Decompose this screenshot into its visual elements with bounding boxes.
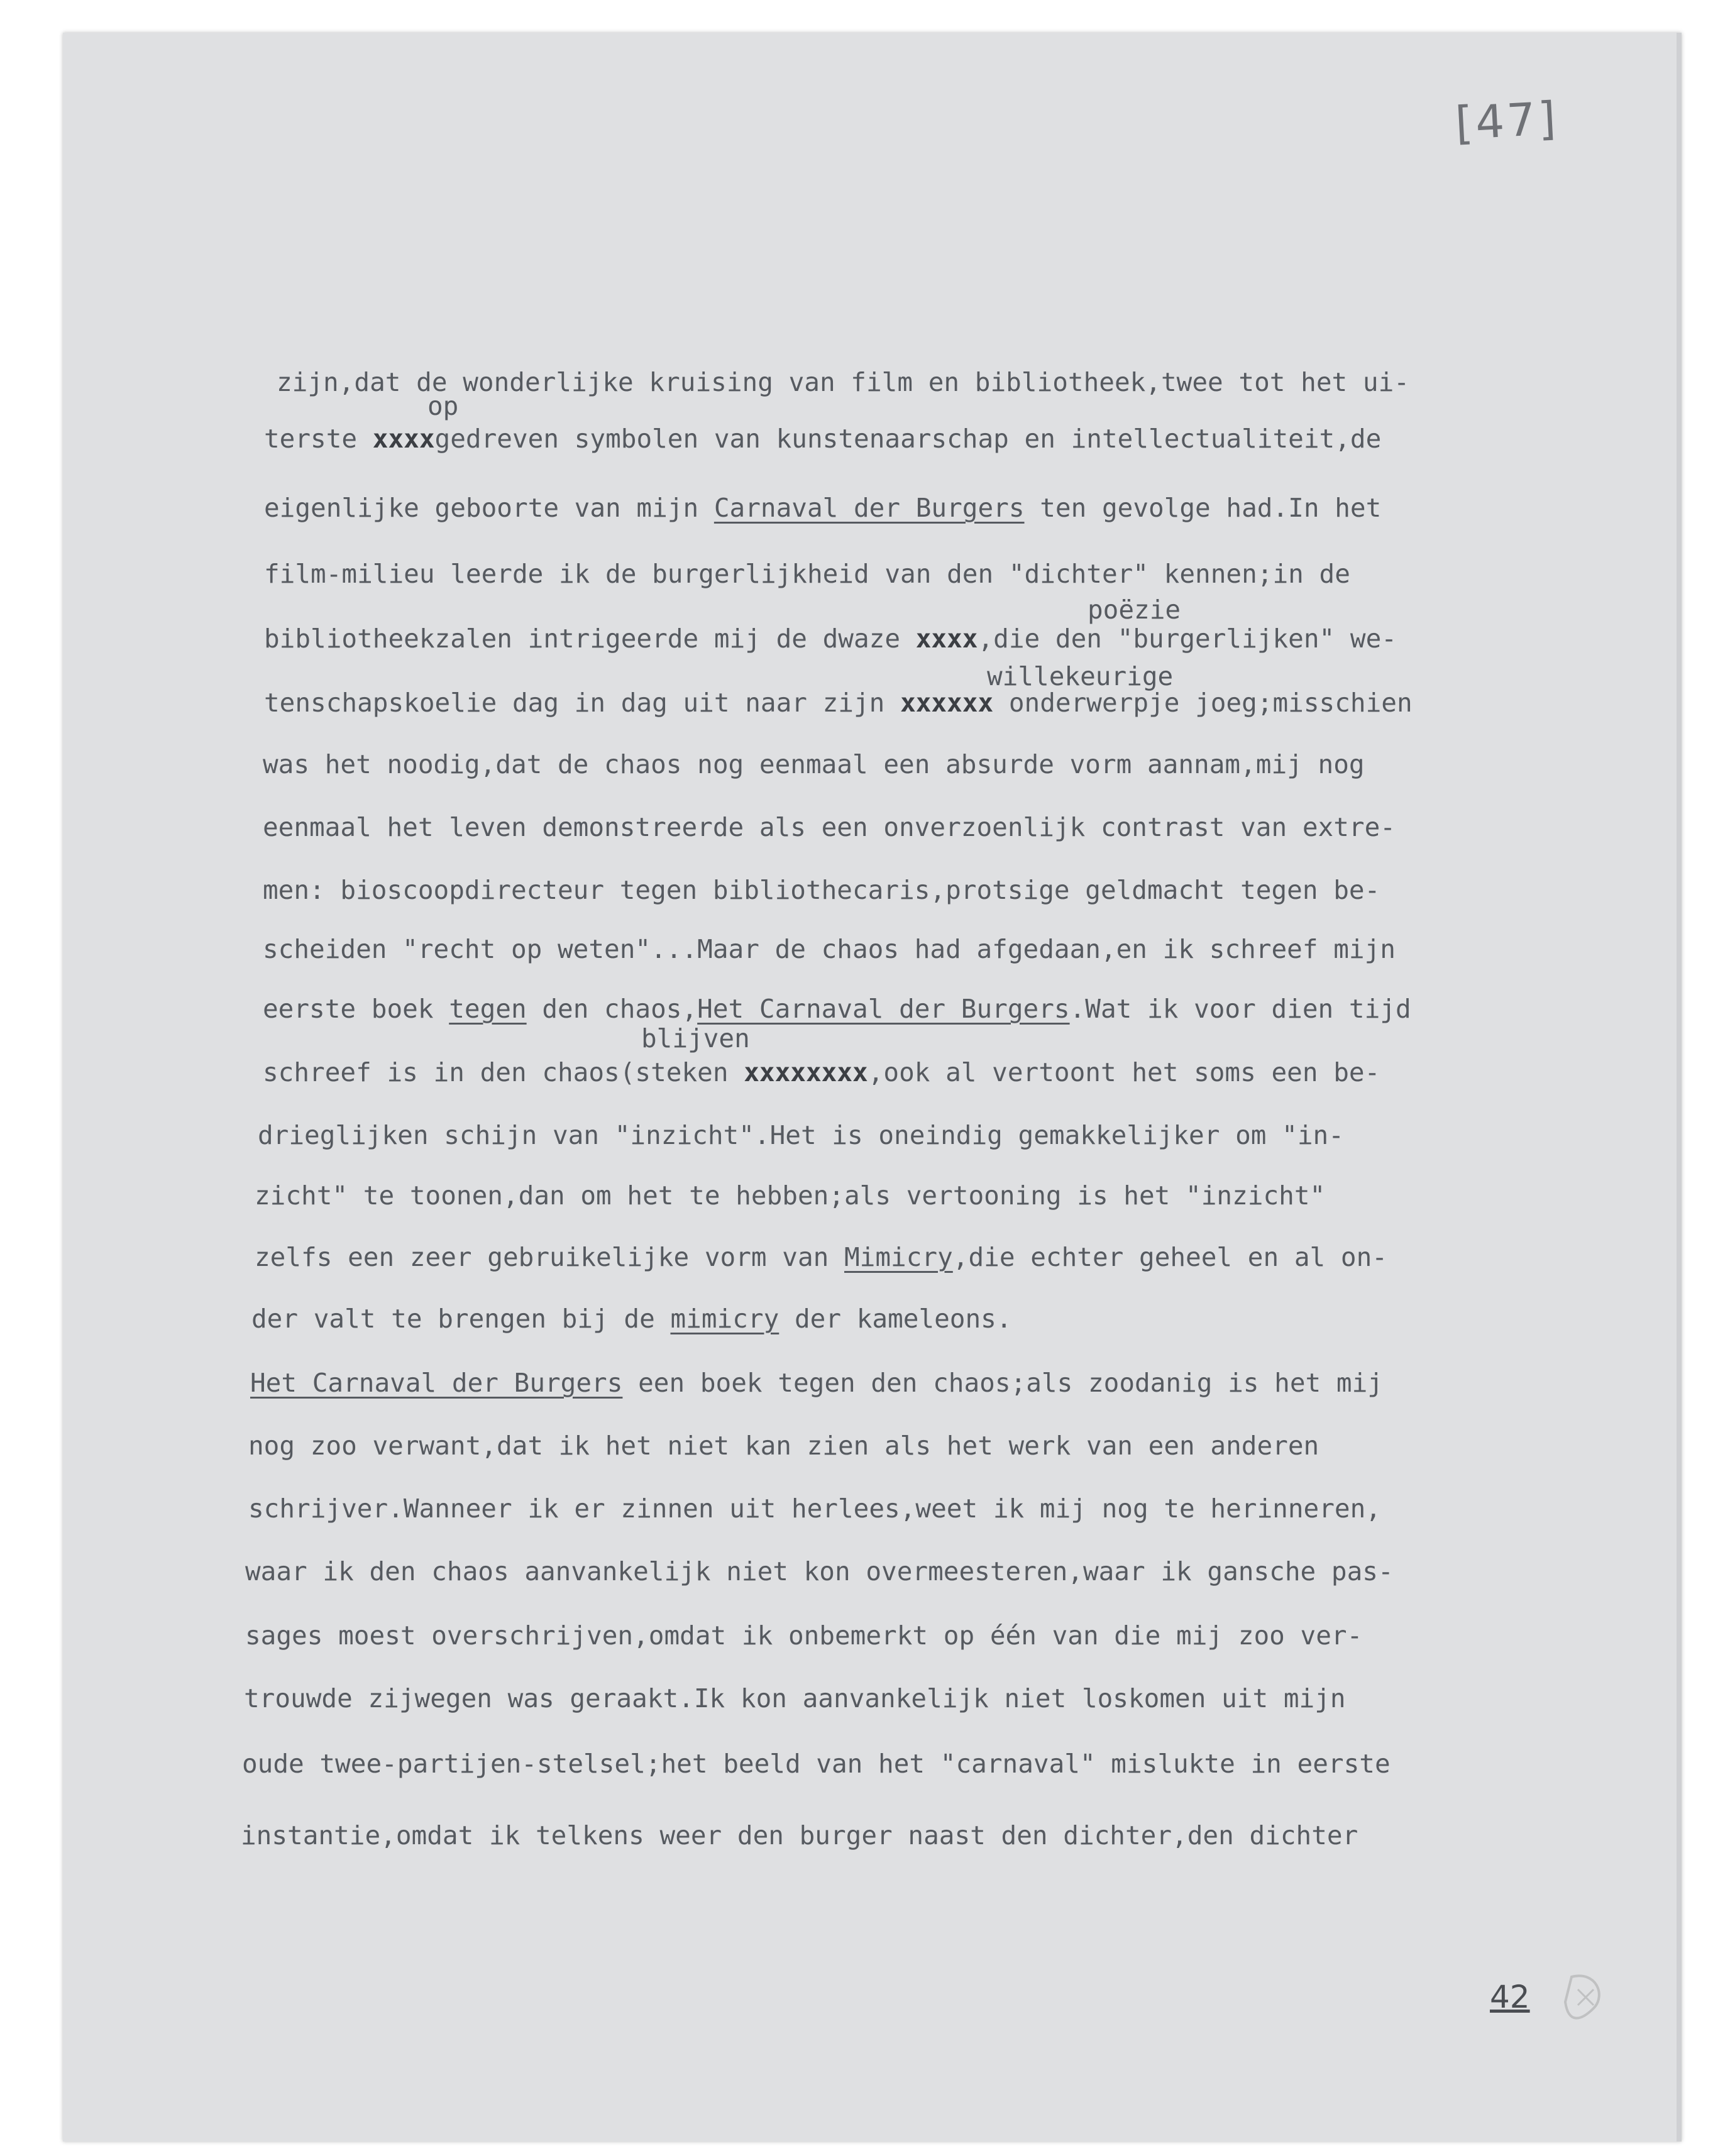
line-5-text-a: bibliotheekzalen intrigeerde mij de dwaze [264,624,916,654]
underlined-word: mimicry [670,1304,779,1334]
line-23-text: oude twee-partijen-stelsel;het beeld van het "carnaval" mislukte in eerste [242,1749,1391,1779]
line-7-text: was het noodig,dat de chaos nog eenmaal een absurde vorm aannam,mij nog [263,749,1365,779]
line-18-text: nog zoo verwant,dat ik het niet kan zien als het werk van een anderen [248,1431,1319,1461]
struck-out-word: xxxxxxxx [744,1057,868,1087]
text-line-17 [250,1370,1383,1396]
line-12-text-a: schreef is in den chaos [263,1057,620,1087]
line-11-text-a: eerste boek [263,994,449,1024]
text-line-18 [248,1433,1319,1459]
line-2-text-b: gedreven symbolen van kunstenaarschap en intellectualiteit,de [434,424,1382,454]
text-line-12 [263,1057,1380,1087]
line-16-text-b: der kameleons. [779,1304,1012,1334]
line-6-text-b: onderwerpje joeg;misschien [993,688,1413,718]
line-11-text-b: den chaos, [526,994,698,1024]
folio-number: 42 [1490,1979,1530,2015]
insertion-willekeurige: willekeurige [987,661,1174,691]
line-15-text-a: zelfs een zeer gebruikelijke vorm van [255,1242,844,1272]
underlined-title: Het Carnaval der Burgers [250,1368,623,1398]
text-line-9 [263,877,1380,903]
line-10-text: scheiden "recht op weten"...Maar de chaos had afgedaan,en ik schreef mijn [263,934,1396,964]
underlined-word: tegen [449,994,527,1024]
insertion-blijven: blijven [641,1023,750,1053]
line-12-text-b: (steken [619,1057,744,1087]
line-6-text-a: tenschapskoelie dag in dag uit naar zijn [264,688,901,718]
line-3-text-a: eigenlijke geboorte van mijn [264,493,714,523]
struck-out-word: xxxxxx [900,688,994,718]
text-line-11 [263,996,1411,1022]
underlined-title: Het Carnaval der Burgers [697,994,1070,1024]
text-line-20 [245,1556,1394,1587]
line-19-text: schrijver.Wanneer ik er zinnen uit herlees,weet ik mij nog te herinneren, [248,1493,1381,1524]
line-24-text: instantie,omdat ik telkens weer den burger naast den dichter,den dichter [241,1820,1358,1851]
text-line-10 [263,934,1396,964]
line-22-text: trouwde zijwegen was geraakt.Ik kon aanvankelijk niet loskomen uit mijn [244,1683,1346,1713]
text-line-2 [264,426,1381,452]
underlined-title: Carnaval der Burgers [713,493,1025,523]
text-line-14 [255,1180,1326,1211]
line-17-text: een boek tegen den chaos;als zoodanig is het mij [622,1368,1383,1398]
text-line-1 [277,367,1409,397]
line-13-text: drieglijken schijn van "inzicht".Het is oneindig gemakkelijker om "in- [258,1120,1344,1150]
text-line-23 [242,1751,1391,1777]
text-line-8 [263,812,1396,842]
line-9-text: men: bioscoopdirecteur tegen bibliothecaris,protsige geldmacht tegen be- [263,875,1380,905]
text-line-6 [264,690,1413,716]
struck-out-word: xxxx [915,624,978,654]
faint-stamp-mark [1559,1971,1609,2027]
line-3-text-b: ten gevolge had.In het [1024,493,1382,523]
line-5-text-b: ,die den "burgerlijken" we- [978,624,1397,654]
line-12-text-c: ,ook al vertoont het soms een be- [868,1057,1380,1087]
line-11-text-c: .Wat ik voor dien tijd [1069,994,1411,1024]
line-4-text: film-milieu leerde ik de burgerlijkheid van den "dichter" kennen;in de [264,559,1350,589]
line-21-text: sages moest overschrijven,omdat ik onbemerkt op één van die mij zoo ver- [245,1620,1363,1651]
line-8-text: eenmaal het leven demonstreerde als een onverzoenlijk contrast van extre- [263,812,1396,842]
text-line-5 [264,626,1397,652]
text-line-22 [244,1683,1346,1713]
text-line-3 [264,495,1381,521]
text-line-16 [251,1306,1012,1332]
line-16-text-a: der valt te brengen bij de [251,1304,671,1334]
underlined-word: Mimicry [844,1242,953,1272]
text-line-19 [248,1493,1381,1524]
text-line-4 [264,561,1350,587]
text-line-24 [241,1820,1358,1851]
text-line-15 [255,1242,1387,1272]
text-line-7 [263,749,1365,779]
struck-out-word: xxxx [372,424,435,454]
insertion-poezie: poëzie [1088,595,1181,625]
line-14-text: zicht" te toonen,dan om het te hebben;als vertooning is het "inzicht" [255,1180,1326,1211]
line-15-text-b: ,die echter geheel en al on- [952,1242,1387,1272]
text-line-21 [245,1620,1363,1651]
line-1-text: zijn,dat de wonderlijke kruising van film en bibliotheek,twee tot het ui- [277,367,1409,397]
line-20-text: waar ik den chaos aanvankelijk niet kon overmeesteren,waar ik gansche pas- [245,1556,1394,1587]
insertion-op: op [427,391,459,421]
line-2-text-a: terste [264,424,373,454]
text-line-13 [258,1120,1344,1150]
archive-page-reference: [47] [1453,91,1560,150]
page-edge [1677,33,1682,2142]
